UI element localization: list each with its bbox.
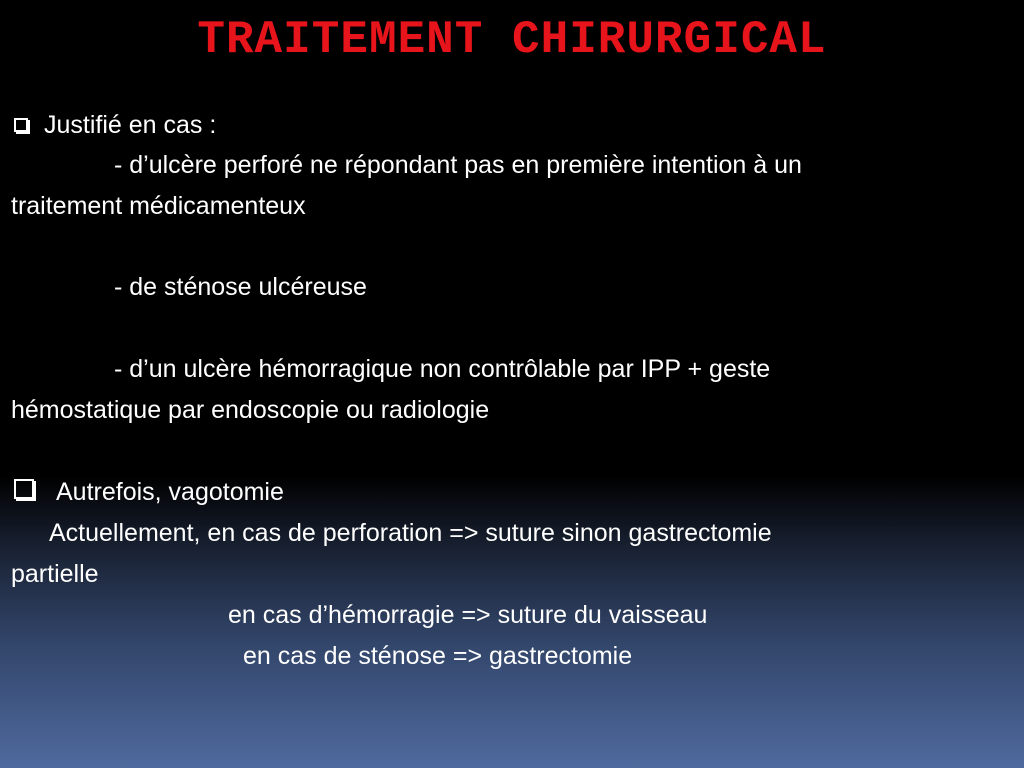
checkbox-bullet-icon: [14, 479, 34, 499]
bullet-text: traitement médicamenteux: [11, 192, 306, 220]
slide-title: TRAITEMENT CHIRURGICAL: [197, 14, 827, 66]
bullet-heading: Justifié en cas :: [44, 111, 217, 139]
bullet-text: partielle: [11, 560, 99, 588]
bullet-text: Actuellement, en cas de perforation => suture sinon gastrectomie: [49, 519, 772, 547]
bullet-text: - d’ulcère perforé ne répondant pas en première intention à un: [114, 151, 802, 179]
bullet-text: - d’un ulcère hémorragique non contrôlable par IPP + geste: [114, 355, 771, 383]
bullet-text: en cas de sténose => gastrectomie: [243, 642, 633, 670]
bullet-text: - de sténose ulcéreuse: [114, 273, 367, 301]
bullet-text: hémostatique par endoscopie ou radiologie: [11, 396, 490, 424]
bullet-text: en cas d’hémorragie => suture du vaisseau: [228, 601, 708, 629]
bullet-heading: Autrefois, vagotomie: [56, 478, 284, 506]
checkbox-bullet-icon: [14, 118, 28, 132]
